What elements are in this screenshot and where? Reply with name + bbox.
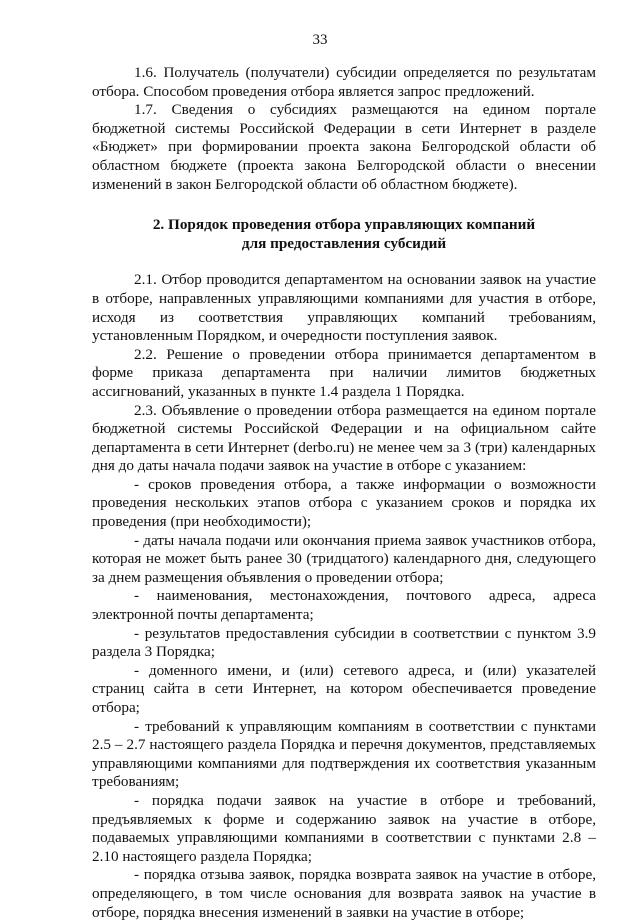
paragraph-2-2: 2.2. Решение о проведении отбора принимается департаментом в форме приказа департамента при наличии лимитов бюджетных ассигнований, указанных в пункте 1.4 раздела 1 Порядка. [92,345,596,400]
page-number: 33 [312,32,328,48]
section-heading-line-1: 2. Порядок проведения отбора управляющих компаний [152,216,536,234]
list-item-requirements: - требований к управляющим компаниям в соответствии с пунктами 2.5 – 2.7 настоящего раздела Порядка и перечня документов, представляемых управляющими компаниями для подтверждения их соответствия указанным требованиям; [92,717,596,791]
list-item-deadlines: - сроков проведения отбора, а также информации о возможности проведения нескольких этапов отбора с указанием сроков и порядка их проведения (при необходимости); [92,475,596,531]
paragraph-1-7: 1.7. Сведения о субсидиях размещаются на едином портале бюджетной системы Российской Федерации в сети Интернет в разделе «Бюджет» при формировании проекта закона Белгородской области об областном бюджете (проекта закона Белгородской области о внесении изменений в закон Белгородской области об областном бюджете). [92,101,596,193]
list-item-withdrawal-order: - порядка отзыва заявок, порядка возврата заявок на участие в отборе, определяющего, в том числе основания для возврата заявок на участие в отборе, порядка внесения изменений в заявки на участие в отборе; [92,866,596,921]
list-item-dates: - даты начала подачи или окончания приема заявок участников отбора, которая не может быть ранее 30 (тридцатого) календарного дня, следующего за днем размещения объявления о проведении отбора; [92,531,596,586]
paragraph-2-1: 2.1. Отбор проводится департаментом на основании заявок на участие в отборе, направленных управляющими компаниями для участия в отборе, исходя из соответствия управляющих компаний требованиям, установленным Порядком, и очередности поступления заявок. [92,271,596,345]
page-content [92,64,596,922]
section-heading-line-2: для предоставления субсидий [241,234,447,252]
paragraph-2-3: 2.3. Объявление о проведении отбора размещается на едином портале бюджетной системы Российской Федерации и на официальном сайте департамента в сети Интернет (derbo.ru) не менее чем за 3 (три) календарных дня до даты начала подачи заявок на участие в отборе с указанием: [92,401,596,475]
list-item-submission-order: - порядка подачи заявок на участие в отборе и требований, предъявляемых к форме и содержанию заявок на участие в отборе, подаваемых управляющими компаниями в соответствии с пунктами 2.8 – 2.10 настоящего раздела Порядка; [92,791,596,865]
list-item-contacts: - наименования, местонахождения, почтового адреса, адреса электронной почты департамента; [92,587,596,624]
section-heading [92,216,596,253]
list-item-domain: - доменного имени, и (или) сетевого адреса, и (или) указателей страниц сайта в сети Интернет, на котором обеспечивается проведение отбора; [92,661,596,716]
list-item-results: - результатов предоставления субсидии в соответствии с пунктом 3.9 раздела 3 Порядка; [92,624,596,661]
paragraph-1-6: 1.6. Получатель (получатели) субсидии определяется по результатам отбора. Способом проведения отбора является запрос предложений. [92,64,596,100]
